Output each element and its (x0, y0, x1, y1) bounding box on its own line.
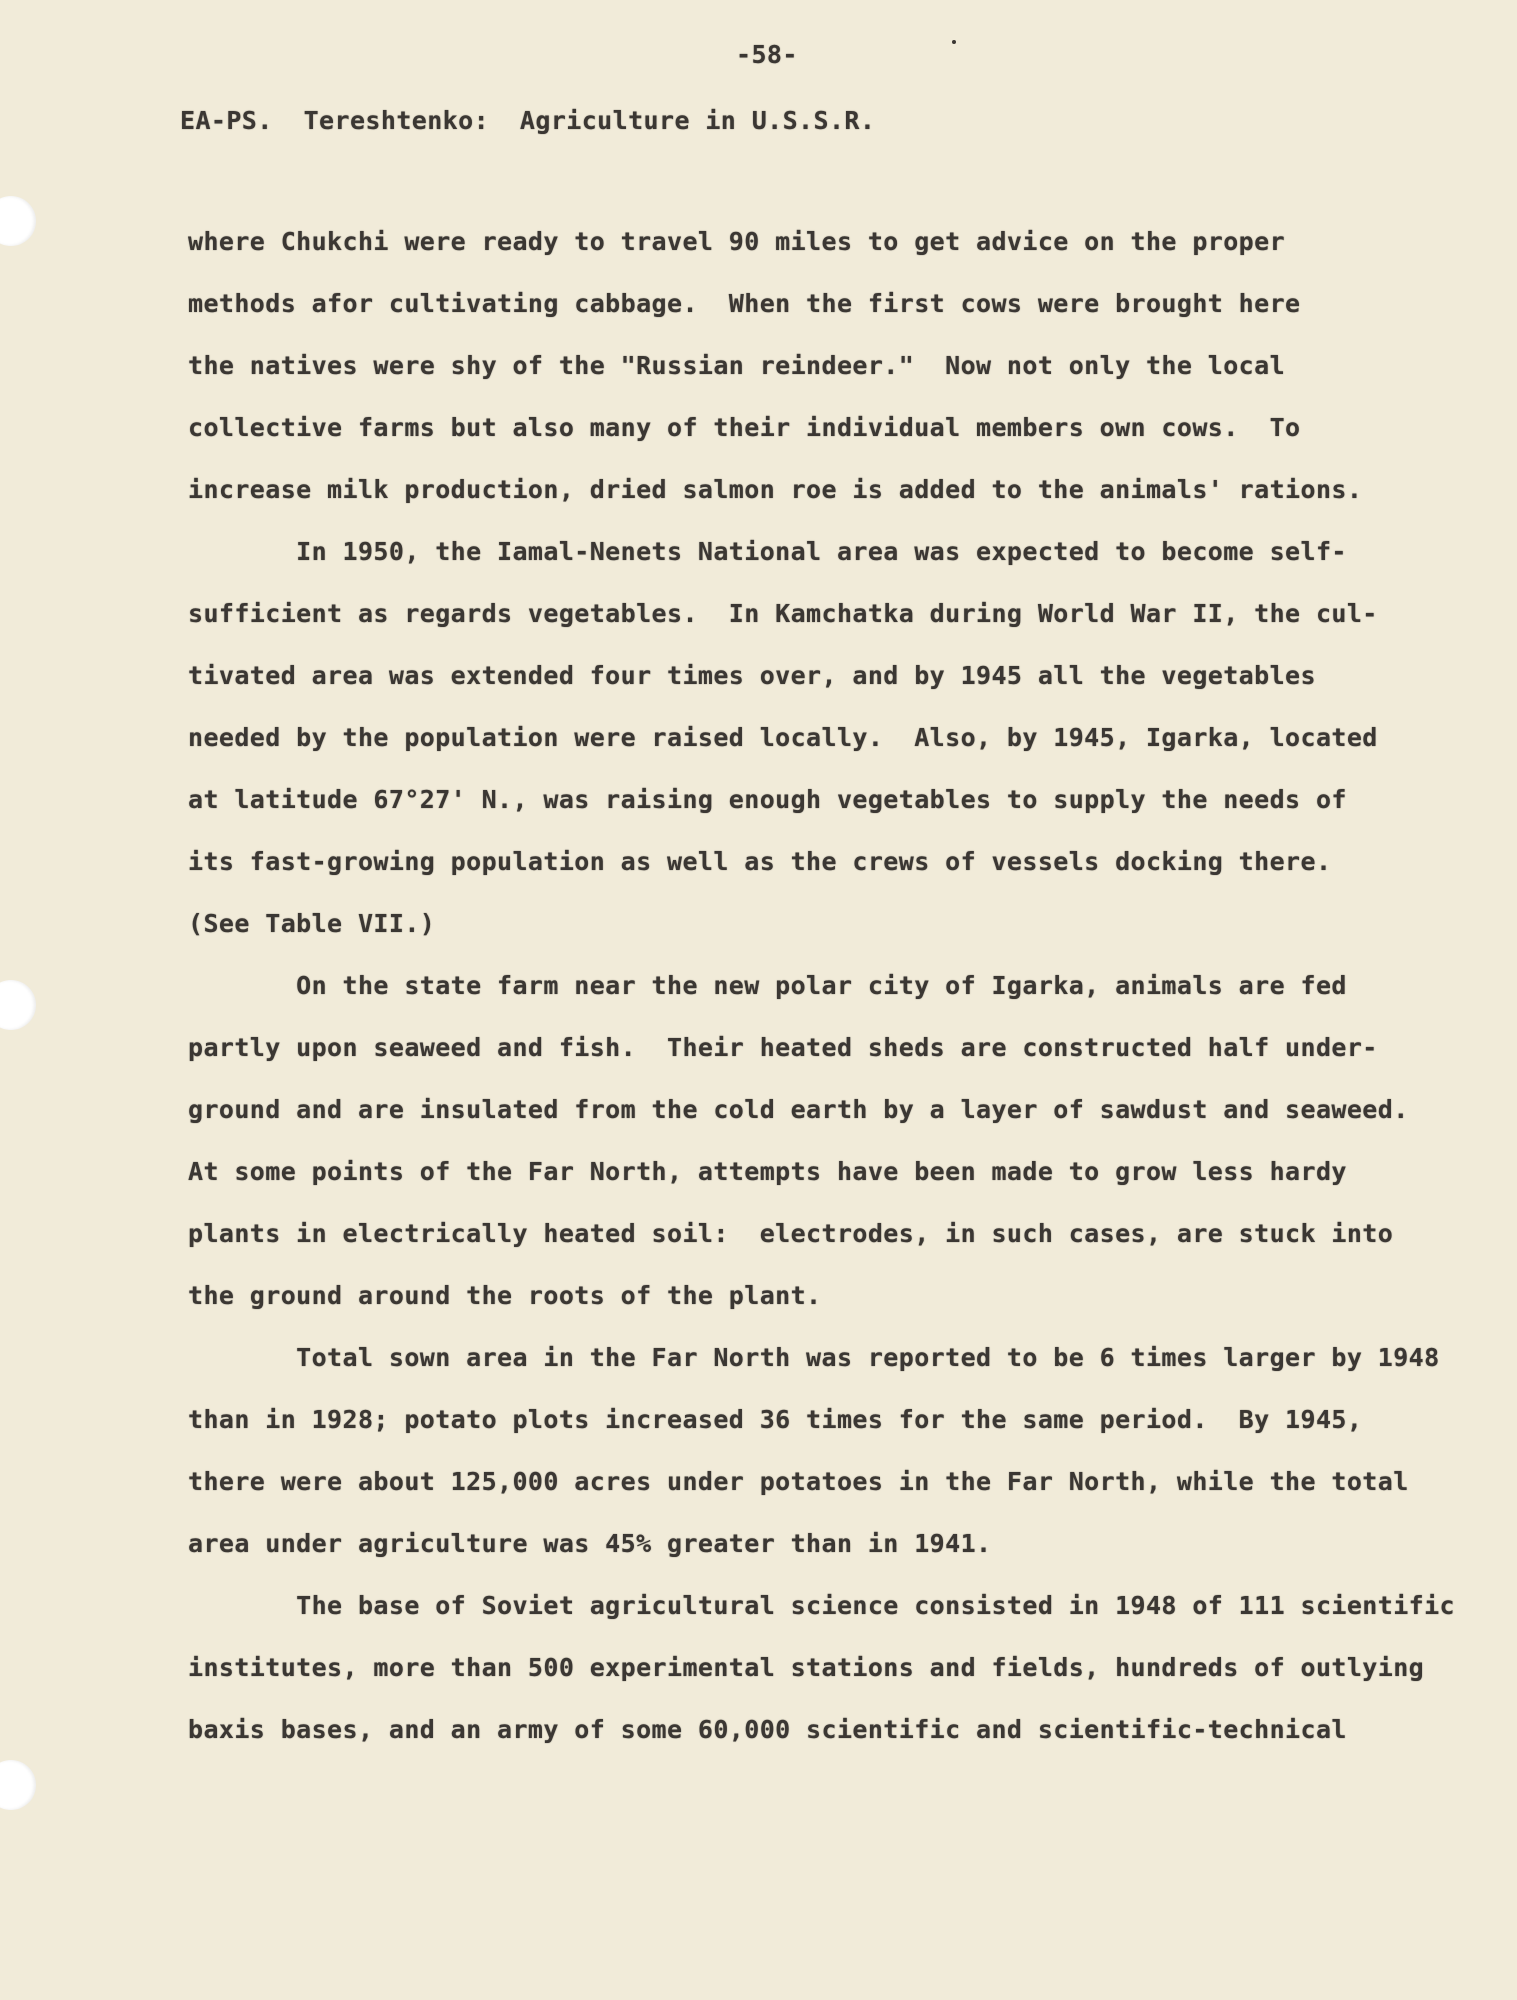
body-line: its fast-growing population as well as the crews of vessels docking there. (188, 847, 1332, 876)
body-line: where Chukchi were ready to travel 90 miles to get advice on the proper (188, 227, 1286, 256)
punch-hole (0, 196, 36, 246)
running-head: EA-PS. Tereshtenko: Agriculture in U.S.S.R. (180, 106, 876, 135)
body-line: baxis bases, and an army of some 60,000 scientific and scientific-technical (188, 1715, 1347, 1744)
body-line: methods afor cultivating cabbage. When the first cows were brought here (188, 289, 1301, 318)
body-line: institutes, more than 500 experimental stations and fields, hundreds of outlying (188, 1653, 1425, 1682)
body-line: tivated area was extended four times over, and by 1945 all the vegetables (188, 661, 1316, 690)
body-line: On the state farm near the new polar city of Igarka, animals are fed (188, 971, 1347, 1000)
ink-speck (952, 40, 956, 44)
body-line: at latitude 67°27' N., was raising enough vegetables to supply the needs of (188, 785, 1347, 814)
body-line: ground and are insulated from the cold earth by a layer of sawdust and seaweed. (188, 1095, 1409, 1124)
body-line: In 1950, the Iamal-Nenets National area was expected to become self- (188, 537, 1347, 566)
body-line: partly upon seaweed and fish. Their heated sheds are constructed half under- (188, 1033, 1378, 1062)
body-line: The base of Soviet agricultural science consisted in 1948 of 111 scientific (188, 1591, 1456, 1620)
body-line: increase milk production, dried salmon roe is added to the animals' rations. (188, 475, 1363, 504)
punch-hole (0, 980, 36, 1030)
body-line: Total sown area in the Far North was reported to be 6 times larger by 1948 (188, 1343, 1440, 1372)
punch-hole (0, 1760, 36, 1810)
body-line: the natives were shy of the "Russian reindeer." Now not only the local (188, 351, 1286, 380)
body-line: At some points of the Far North, attempts have been made to grow less hardy (188, 1157, 1347, 1186)
body-line: there were about 125,000 acres under potatoes in the Far North, while the total (188, 1467, 1409, 1496)
page-number: -58- (736, 40, 798, 69)
body-line: the ground around the roots of the plant. (188, 1281, 822, 1310)
body-line: needed by the population were raised locally. Also, by 1945, Igarka, located (188, 723, 1378, 752)
body-line: (See Table VII.) (188, 909, 436, 938)
body-line: than in 1928; potato plots increased 36 times for the same period. By 1945, (188, 1405, 1363, 1434)
body-line: area under agriculture was 45% greater than in 1941. (188, 1529, 992, 1558)
body-line: plants in electrically heated soil: electrodes, in such cases, are stuck into (188, 1219, 1394, 1248)
body-line: collective farms but also many of their individual members own cows. To (188, 413, 1301, 442)
body-line: sufficient as regards vegetables. In Kamchatka during World War II, the cul- (188, 599, 1378, 628)
